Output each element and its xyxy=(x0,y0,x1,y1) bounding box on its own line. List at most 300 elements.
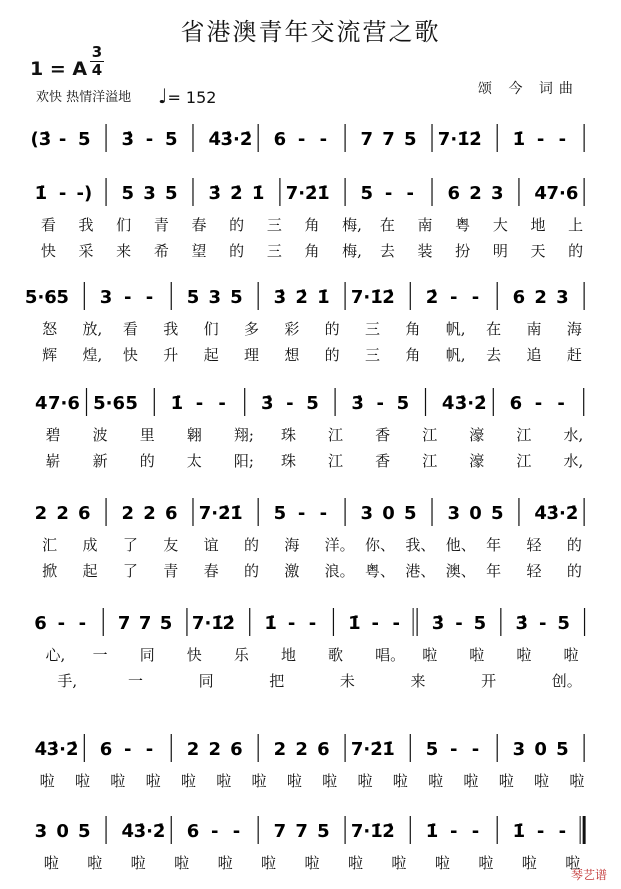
note: - xyxy=(232,821,241,842)
song-title: 省港澳青年交流营之歌 xyxy=(180,18,441,46)
lyric-syllable: 怒 xyxy=(42,320,58,338)
lyric-syllable: 啦 xyxy=(286,772,302,790)
notation-svg xyxy=(30,492,595,532)
lyric-syllable: 手, xyxy=(57,672,78,690)
lyric-syllable: 快 xyxy=(186,646,202,664)
note: - xyxy=(145,287,154,308)
lyric-syllable: 青 xyxy=(153,216,169,234)
lyric-line xyxy=(30,770,595,792)
lyric-syllable: 赶 xyxy=(566,346,582,364)
notation-row xyxy=(30,492,595,532)
note: 2̇ xyxy=(469,129,482,150)
note: 0 xyxy=(534,739,547,760)
lyric-syllable: 们 xyxy=(116,216,132,234)
note: - xyxy=(78,613,87,634)
lyric-syllable: 海 xyxy=(284,536,300,554)
lyric-syllable: 年 xyxy=(486,562,502,580)
lyric-syllable: 采 xyxy=(78,242,94,260)
note: - xyxy=(558,129,567,150)
lyric-syllable: 乐 xyxy=(233,646,249,664)
note: 2̇ xyxy=(295,287,308,308)
lyric-syllable: 去 xyxy=(379,242,395,260)
note: 6 xyxy=(512,287,526,308)
notation-svg xyxy=(30,118,595,158)
note: 1̇ xyxy=(425,821,439,842)
lyric-syllable: 啦 xyxy=(478,854,494,872)
lyric-syllable: 南 xyxy=(417,216,433,234)
note: 3̇·2̇ xyxy=(220,129,253,150)
lyric-syllable: 的 xyxy=(566,536,582,554)
note: 2̇ xyxy=(425,287,439,308)
note: 3̇ xyxy=(273,287,287,308)
lyric-syllable: 成 xyxy=(82,536,98,554)
lyric-syllable: 青 xyxy=(163,562,179,580)
lyric-syllable: 啦 xyxy=(304,854,320,872)
note: 7·1̇ xyxy=(350,821,383,842)
note: 6 xyxy=(164,503,178,524)
lyric-syllable: 角 xyxy=(304,242,320,260)
note: 4̇ xyxy=(121,821,135,842)
lyric-syllable: 煌, xyxy=(82,346,103,364)
note: 2 xyxy=(34,503,48,524)
note: - xyxy=(392,613,400,634)
note: - xyxy=(297,129,306,150)
note: 3̇ xyxy=(515,613,529,634)
lyric-syllable: 的 xyxy=(139,452,155,470)
note: - xyxy=(319,503,328,524)
note: 5 xyxy=(164,129,178,150)
lyric-syllable: 海 xyxy=(566,320,582,338)
note: 1̇ xyxy=(230,503,243,524)
note: 6 xyxy=(230,739,243,760)
note: 7 xyxy=(273,821,287,842)
note: 6 xyxy=(34,613,47,634)
note: 0 xyxy=(469,503,482,524)
lyric-syllable: 江 xyxy=(516,426,532,444)
note: 7·1̇ xyxy=(437,129,470,150)
note: - xyxy=(145,739,154,760)
notation-svg xyxy=(24,276,595,316)
note: - xyxy=(210,821,219,842)
lyric-line xyxy=(30,450,595,472)
note: 4̇ xyxy=(208,129,221,150)
lyric-syllable: 友 xyxy=(163,536,179,554)
lyric-syllable: 创。 xyxy=(551,672,582,690)
lyric-syllable: 心, xyxy=(45,646,66,664)
lyric-syllable: 扮 xyxy=(455,242,471,260)
lyric-syllable: 同 xyxy=(139,646,155,664)
lyric-syllable: 汇 xyxy=(42,536,58,554)
note: 4 xyxy=(534,183,547,204)
note: 2 xyxy=(121,503,135,524)
lyric-syllable: 大 xyxy=(492,216,508,234)
note: 7·6 xyxy=(47,393,80,414)
note: - xyxy=(450,739,458,760)
lyric-syllable: 啦 xyxy=(422,646,438,664)
lyric-syllable: 的 xyxy=(243,562,259,580)
note: - xyxy=(376,393,385,414)
lyric-syllable: 啦 xyxy=(563,646,579,664)
note: 3 xyxy=(556,287,569,308)
notation-svg xyxy=(30,602,595,642)
note: 3 xyxy=(143,183,156,204)
lyric-syllable: 彩 xyxy=(284,320,300,338)
lyric-syllable: 啦 xyxy=(434,854,450,872)
note: 7·1̇ xyxy=(191,613,224,634)
lyric-line xyxy=(30,214,595,236)
note: - xyxy=(124,287,132,308)
lyric-line xyxy=(30,560,595,582)
note: 3̇ xyxy=(431,613,445,634)
lyric-syllable: 掀 xyxy=(42,562,58,580)
notation-svg xyxy=(30,172,595,212)
note: 5 xyxy=(230,287,243,308)
notation-row xyxy=(30,382,595,422)
lyric-line xyxy=(30,534,595,556)
lyric-syllable: 的 xyxy=(324,320,340,338)
lyric-syllable: 想 xyxy=(284,346,300,364)
note: 5 xyxy=(473,613,487,634)
lyric-line xyxy=(30,644,595,666)
note: 4̇ xyxy=(34,739,48,760)
note: 3 xyxy=(490,183,504,204)
lyric-syllable: 们 xyxy=(203,320,219,338)
note: 5 xyxy=(556,739,569,760)
note: 5 xyxy=(121,183,135,204)
note: -) xyxy=(76,183,93,204)
time-signature-top: 3 xyxy=(91,43,103,61)
note: - xyxy=(471,287,480,308)
lyric-syllable: 啦 xyxy=(174,854,190,872)
note: - xyxy=(450,821,458,842)
note: 1̇ xyxy=(34,183,48,204)
note: 3̇·2̇ xyxy=(133,821,166,842)
lyric-syllable: 啦 xyxy=(391,854,407,872)
note: 5 xyxy=(490,503,504,524)
lyric-syllable: 地 xyxy=(530,216,546,234)
note: 3̇ xyxy=(261,393,274,414)
credit: 颂 今 词曲 xyxy=(478,81,579,97)
lyric-syllable: 的 xyxy=(566,562,582,580)
lyric-syllable: 南 xyxy=(526,320,542,338)
note: 5 xyxy=(425,739,439,760)
lyric-syllable: 起 xyxy=(203,346,219,364)
lyric-syllable: 碧 xyxy=(45,426,61,444)
lyric-syllable: 三 xyxy=(266,216,282,234)
time-signature xyxy=(90,45,104,78)
lyric-syllable: 啦 xyxy=(110,772,126,790)
lyric-syllable: 追 xyxy=(526,346,542,364)
notation-row xyxy=(24,276,595,316)
note: 7 xyxy=(117,613,131,634)
lyric-syllable: 帆, xyxy=(445,320,466,338)
lyric-syllable: 我、 xyxy=(405,536,436,554)
note: 0 xyxy=(382,503,395,524)
lyric-syllable: 啦 xyxy=(569,772,585,790)
lyric-syllable: 角 xyxy=(405,346,421,364)
lyric-syllable: 三 xyxy=(266,242,282,260)
lyric-syllable: 帆, xyxy=(445,346,466,364)
lyric-syllable: 水, xyxy=(563,452,584,470)
note: - xyxy=(455,613,463,634)
note: 6 xyxy=(186,821,200,842)
note: - xyxy=(538,613,547,634)
note: 5 xyxy=(306,393,319,414)
note: - xyxy=(57,613,66,634)
lyric-syllable: 三 xyxy=(365,346,381,364)
lyric-syllable: 明 xyxy=(492,242,508,260)
lyric-syllable: 阳; xyxy=(233,452,254,470)
lyric-syllable: 理 xyxy=(243,346,259,364)
notation-row xyxy=(30,172,595,212)
notation-svg xyxy=(30,810,595,850)
note: 1̇ xyxy=(512,821,526,842)
lyric-syllable: 波 xyxy=(92,426,108,444)
note: - xyxy=(450,287,458,308)
note: 6 xyxy=(317,739,330,760)
lyric-syllable: 浪。 xyxy=(324,562,355,580)
quarter-note-icon: ♩ xyxy=(158,84,168,108)
lyric-syllable: 角 xyxy=(304,216,320,234)
lyric-syllable: 我 xyxy=(163,320,179,338)
note: 5 xyxy=(125,393,138,414)
watermark-logo: 琴艺谱 xyxy=(570,868,607,882)
note: 5 xyxy=(186,287,200,308)
note: - xyxy=(557,393,565,414)
lyric-syllable: 的 xyxy=(243,536,259,554)
lyric-syllable: 粤 xyxy=(455,216,471,234)
lyric-syllable: 江 xyxy=(328,426,344,444)
lyric-syllable: 啦 xyxy=(347,854,363,872)
note: 2 xyxy=(534,287,547,308)
lyric-syllable: 天 xyxy=(530,242,546,260)
note: 3 xyxy=(34,821,48,842)
lyric-syllable: 啦 xyxy=(498,772,514,790)
note: - xyxy=(124,739,132,760)
lyric-syllable: 角 xyxy=(405,320,421,338)
lyric-syllable: 啦 xyxy=(428,772,444,790)
lyric-syllable: 来 xyxy=(410,672,426,690)
note: - xyxy=(319,129,328,150)
lyric-syllable: 太 xyxy=(186,452,202,470)
lyric-syllable: 把 xyxy=(269,672,285,690)
note: 6 xyxy=(447,183,461,204)
note: 5 xyxy=(360,183,374,204)
note: - xyxy=(536,129,545,150)
note: 3 xyxy=(512,739,526,760)
lyric-syllable: 起 xyxy=(82,562,98,580)
note: 1̇ xyxy=(251,183,265,204)
note: 2 xyxy=(208,739,221,760)
lyric-syllable: 望 xyxy=(191,242,207,260)
note: 3 xyxy=(360,503,374,524)
lyric-syllable: 啦 xyxy=(521,854,537,872)
lyric-syllable: 在 xyxy=(486,320,502,338)
key-signature: 1 = A xyxy=(30,58,88,80)
lyric-syllable: 春 xyxy=(191,216,207,234)
note: 7 xyxy=(382,129,395,150)
lyric-syllable: 轻 xyxy=(526,536,542,554)
lyric-syllable: 濠 xyxy=(469,426,485,444)
note: 5 xyxy=(317,821,330,842)
lyric-syllable: 啦 xyxy=(463,772,479,790)
notation-row xyxy=(30,810,595,850)
lyric-syllable: 快 xyxy=(122,346,138,364)
lyric-syllable: 在 xyxy=(379,216,395,234)
note: - xyxy=(406,183,415,204)
note: 3̇ xyxy=(351,393,364,414)
note: 4 xyxy=(35,393,48,414)
note: 3 xyxy=(99,287,113,308)
note: - xyxy=(287,613,296,634)
lyric-syllable: 上 xyxy=(568,216,584,234)
notation-row xyxy=(30,602,595,642)
lyric-syllable: 快 xyxy=(40,242,56,260)
lyric-syllable: 翱 xyxy=(186,426,202,444)
note: - xyxy=(195,393,204,414)
note: 2 xyxy=(469,183,482,204)
lyric-syllable: 香 xyxy=(375,426,391,444)
note: 5 xyxy=(78,821,91,842)
lyric-line xyxy=(30,852,595,874)
note: 3̇·2̇ xyxy=(546,503,579,524)
lyric-syllable: 开 xyxy=(481,672,497,690)
lyric-syllable: 江 xyxy=(422,426,438,444)
note: 1̇ xyxy=(170,393,184,414)
lyric-syllable: 翔; xyxy=(233,426,254,444)
lyric-syllable: 歌 xyxy=(328,646,344,664)
note: 5 xyxy=(159,613,173,634)
lyric-syllable: 啦 xyxy=(516,646,532,664)
lyric-syllable: 希 xyxy=(153,242,169,260)
note: - xyxy=(308,613,317,634)
lyric-syllable: 一 xyxy=(127,672,143,690)
lyric-syllable: 啦 xyxy=(43,854,59,872)
lyric-syllable: 看 xyxy=(122,320,138,338)
lyric-syllable: 啦 xyxy=(251,772,267,790)
lyric-line xyxy=(30,240,595,262)
lyric-syllable: 了 xyxy=(122,562,138,580)
lyric-syllable: 啦 xyxy=(565,854,581,872)
lyric-syllable: 啦 xyxy=(322,772,338,790)
note: 4̇ xyxy=(441,393,455,414)
note: 1̇ xyxy=(512,129,526,150)
lyric-syllable: 唱。 xyxy=(375,646,406,664)
note: 3̇ xyxy=(208,183,221,204)
note: 7·6 xyxy=(546,183,579,204)
lyric-syllable: 梅, xyxy=(342,242,362,260)
note: 3 xyxy=(208,287,221,308)
lyric-syllable: 升 xyxy=(163,346,179,364)
lyric-syllable: 啦 xyxy=(217,854,233,872)
note: 5·6 xyxy=(93,393,126,414)
notation-svg xyxy=(30,728,595,768)
note: 2̇ xyxy=(382,287,395,308)
note: 4̇ xyxy=(534,503,547,524)
note: - xyxy=(145,129,154,150)
note: 3̇ xyxy=(121,129,135,150)
note: 7·2̇ xyxy=(198,503,231,524)
time-signature-bottom: 4 xyxy=(91,61,103,79)
lyric-syllable: 了 xyxy=(122,536,138,554)
note: 5 xyxy=(404,129,417,150)
lyric-syllable: 啦 xyxy=(39,772,55,790)
note: 5 xyxy=(396,393,410,414)
lyric-syllable: 放, xyxy=(82,320,103,338)
lyric-syllable: 地 xyxy=(280,646,296,664)
lyric-syllable: 啦 xyxy=(130,854,146,872)
note: 1̇ xyxy=(317,183,330,204)
lyric-syllable: 啦 xyxy=(357,772,373,790)
note: 1̇ xyxy=(317,287,330,308)
lyric-syllable: 多 xyxy=(243,320,259,338)
lyric-syllable: 的 xyxy=(568,242,584,260)
note: - xyxy=(471,739,480,760)
note: 5 xyxy=(78,129,91,150)
note: - xyxy=(558,821,567,842)
note: 1̇ xyxy=(348,613,361,634)
lyric-syllable: 轻 xyxy=(526,562,542,580)
note: 5 xyxy=(273,503,287,524)
note: 7·2̇ xyxy=(350,739,383,760)
note: 5 xyxy=(557,613,570,634)
lyric-line xyxy=(30,670,595,692)
tempo-marking: 欢快 热情洋溢地 xyxy=(36,90,132,105)
lyric-syllable: 江 xyxy=(328,452,344,470)
note: 1̇ xyxy=(382,739,395,760)
note: - xyxy=(534,393,543,414)
lyric-syllable: 啦 xyxy=(145,772,161,790)
lyric-syllable: 啦 xyxy=(216,772,232,790)
lyric-syllable: 去 xyxy=(486,346,502,364)
note: - xyxy=(58,183,67,204)
note: 6 xyxy=(99,739,113,760)
lyric-syllable: 他、 xyxy=(445,536,476,554)
lyric-syllable: 来 xyxy=(116,242,132,260)
lyric-syllable: 洋。 xyxy=(324,536,355,554)
lyric-syllable: 一 xyxy=(92,646,108,664)
note: - xyxy=(286,393,294,414)
lyric-syllable: 看 xyxy=(40,216,56,234)
lyric-syllable: 里 xyxy=(139,426,155,444)
notation-row xyxy=(30,728,595,768)
lyric-line xyxy=(30,344,595,366)
note: - xyxy=(218,393,226,414)
note: 3 xyxy=(447,503,461,524)
lyric-syllable: 的 xyxy=(229,216,245,234)
lyric-syllable: 辉 xyxy=(42,346,58,364)
note: - xyxy=(58,129,67,150)
note: 5 xyxy=(164,183,178,204)
lyric-syllable: 江 xyxy=(516,452,532,470)
lyric-syllable: 江 xyxy=(422,452,438,470)
notation-row xyxy=(30,118,595,158)
note: 7 xyxy=(360,129,374,150)
lyric-line xyxy=(30,318,595,340)
note: 2 xyxy=(143,503,156,524)
note: - xyxy=(371,613,380,634)
lyric-syllable: 三 xyxy=(365,320,381,338)
note: 2̇ xyxy=(382,821,395,842)
note: 7·1̇ xyxy=(350,287,383,308)
notation-svg xyxy=(30,382,595,422)
note: 2 xyxy=(186,739,200,760)
note: 2 xyxy=(56,503,69,524)
note: 5·6 xyxy=(24,287,57,308)
lyric-syllable: 同 xyxy=(198,672,214,690)
lyric-syllable: 啦 xyxy=(392,772,408,790)
lyric-syllable: 啦 xyxy=(469,646,485,664)
